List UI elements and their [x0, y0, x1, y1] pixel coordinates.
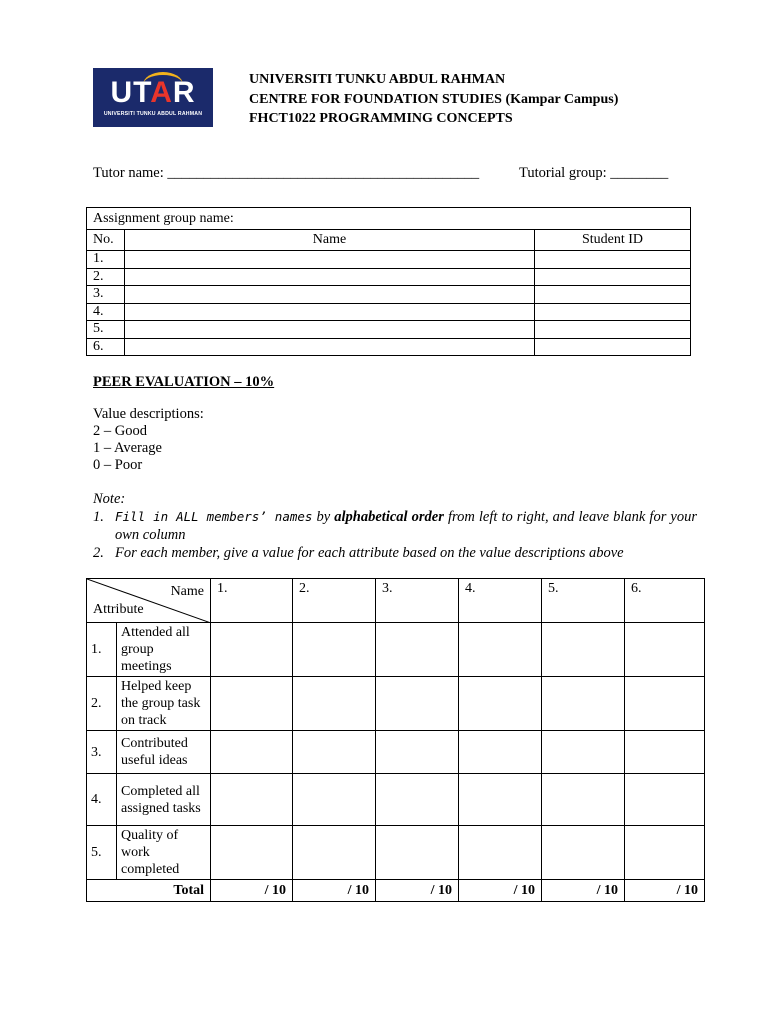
value-descriptions-heading: Value descriptions: [93, 406, 204, 422]
member-id-cell[interactable] [535, 286, 691, 304]
total-value: / 10 [625, 880, 705, 902]
name-attribute-corner-cell [87, 579, 211, 623]
logo-mark: UTAR [110, 76, 196, 109]
score-cell[interactable] [625, 774, 705, 826]
document-header [249, 70, 618, 129]
attribute-label-cell: Helped keep the group task on track [117, 677, 211, 731]
col-header-name: Name [125, 230, 535, 251]
attribute-label-cell: Contributed useful ideas [117, 731, 211, 774]
member-column-header[interactable]: 2. [293, 579, 376, 623]
score-cell[interactable] [625, 677, 705, 731]
member-id-cell[interactable] [535, 338, 691, 356]
attribute-row: 5. Quality of work completed [87, 826, 705, 880]
member-column-header[interactable]: 6. [625, 579, 705, 623]
score-cell[interactable] [211, 774, 293, 826]
member-id-cell[interactable] [535, 321, 691, 339]
score-cell[interactable] [293, 731, 376, 774]
score-cell[interactable] [459, 826, 542, 880]
score-cell[interactable] [542, 677, 625, 731]
score-cell[interactable] [625, 826, 705, 880]
score-cell[interactable] [542, 826, 625, 880]
value-item: 2 – Good [93, 423, 147, 439]
score-cell[interactable] [376, 731, 459, 774]
tutor-name-field[interactable]: Tutor name: ___________________________________________ [93, 165, 480, 181]
note-item-1: 1. Fill in ALL members’ names by alphabetical order from left to right, and leave blank for your own column [93, 509, 698, 543]
member-row: 4. [87, 303, 691, 321]
score-cell[interactable] [376, 677, 459, 731]
header-university: UNIVERSITI TUNKU ABDUL RAHMAN [249, 72, 506, 87]
member-name-cell[interactable] [125, 251, 535, 269]
member-name-cell[interactable] [125, 338, 535, 356]
score-cell[interactable] [625, 731, 705, 774]
score-cell[interactable] [293, 623, 376, 677]
attribute-row: 2. Helped keep the group task on track [87, 677, 705, 731]
attribute-label-cell: Completed all assigned tasks [117, 774, 211, 826]
value-descriptions [93, 406, 204, 474]
score-cell[interactable] [211, 826, 293, 880]
total-value: / 10 [376, 880, 459, 902]
member-column-header[interactable]: 5. [542, 579, 625, 623]
score-cell[interactable] [211, 623, 293, 677]
member-row: 3. [87, 286, 691, 304]
member-row: 6. [87, 338, 691, 356]
member-name-cell[interactable] [125, 268, 535, 286]
col-header-student-id: Student ID [535, 230, 691, 251]
note-heading: Note: [93, 491, 126, 507]
member-column-header[interactable]: 1. [211, 579, 293, 623]
utar-logo [93, 68, 213, 127]
score-cell[interactable] [459, 731, 542, 774]
peer-evaluation-title: PEER EVALUATION – 10% [93, 374, 275, 390]
name-label: Name [170, 584, 204, 599]
score-cell[interactable] [211, 731, 293, 774]
score-cell[interactable] [293, 826, 376, 880]
score-cell[interactable] [542, 774, 625, 826]
member-name-cell[interactable] [125, 321, 535, 339]
score-cell[interactable] [625, 623, 705, 677]
attribute-label: Attribute [93, 602, 144, 617]
group-name-cell[interactable]: Assignment group name: [87, 208, 691, 230]
member-id-cell[interactable] [535, 303, 691, 321]
total-label: Total [87, 880, 211, 902]
header-centre: CENTRE FOR FOUNDATION STUDIES (Kampar Campus) [249, 91, 619, 107]
attribute-row: 3. Contributed useful ideas [87, 731, 705, 774]
member-row: 5. [87, 321, 691, 339]
total-value: / 10 [211, 880, 293, 902]
value-item: 1 – Average [93, 440, 162, 456]
attribute-label-cell: Quality of work completed [117, 826, 211, 880]
value-item: 0 – Poor [93, 457, 143, 473]
score-cell[interactable] [459, 623, 542, 677]
score-cell[interactable] [293, 677, 376, 731]
total-value: / 10 [542, 880, 625, 902]
tutorial-group-field[interactable]: Tutorial group: ________ [519, 165, 669, 181]
score-cell[interactable] [542, 731, 625, 774]
member-id-cell[interactable] [535, 251, 691, 269]
score-cell[interactable] [542, 623, 625, 677]
note-item-2: 2. For each member, give a value for each attribute based on the value descriptions above [93, 545, 624, 561]
group-members-table [86, 207, 691, 356]
member-row: 1. [87, 251, 691, 269]
attribute-row: 1. Attended all group meetings [87, 623, 705, 677]
score-cell[interactable] [211, 677, 293, 731]
total-value: / 10 [293, 880, 376, 902]
score-cell[interactable] [376, 623, 459, 677]
member-column-header[interactable]: 4. [459, 579, 542, 623]
member-row: 2. [87, 268, 691, 286]
member-id-cell[interactable] [535, 268, 691, 286]
col-header-no: No. [87, 230, 125, 251]
header-course: FHCT1022 PROGRAMMING CONCEPTS [249, 111, 513, 126]
logo-subtitle: UNIVERSITI TUNKU ABDUL RAHMAN [103, 111, 203, 117]
note-section [93, 490, 697, 562]
score-cell[interactable] [459, 774, 542, 826]
total-row [87, 880, 705, 902]
score-cell[interactable] [459, 677, 542, 731]
attribute-row: 4. Completed all assigned tasks [87, 774, 705, 826]
total-value: / 10 [459, 880, 542, 902]
attribute-label-cell: Attended all group meetings [117, 623, 211, 677]
score-cell[interactable] [293, 774, 376, 826]
score-cell[interactable] [376, 774, 459, 826]
score-cell[interactable] [376, 826, 459, 880]
member-name-cell[interactable] [125, 286, 535, 304]
peer-evaluation-table [86, 578, 705, 902]
member-name-cell[interactable] [125, 303, 535, 321]
member-column-header[interactable]: 3. [376, 579, 459, 623]
